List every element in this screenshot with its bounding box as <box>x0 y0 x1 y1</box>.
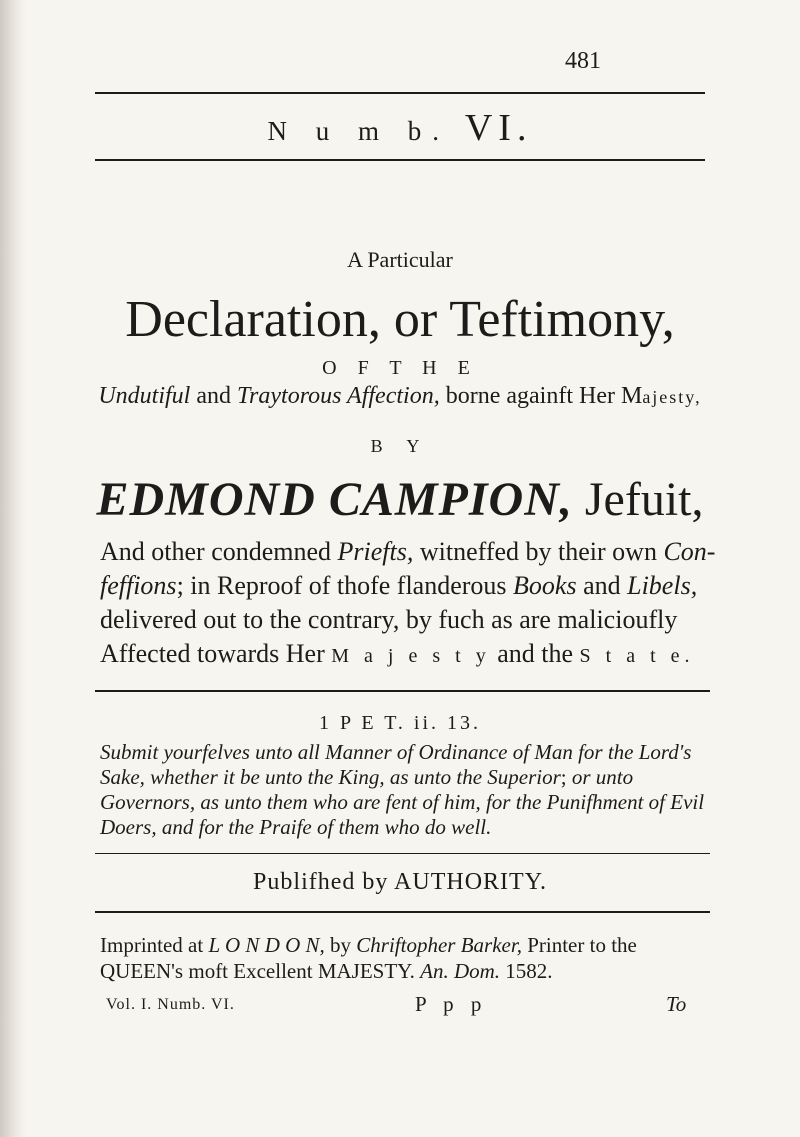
london-italic: L O N D O N, <box>208 933 325 957</box>
undutiful-line <box>0 383 800 410</box>
borne-against-text: borne againft Her <box>439 383 621 409</box>
by-line: B Y <box>370 436 430 456</box>
traytorous-italic: Traytorous Affection, <box>237 383 440 409</box>
scripture-separator: ; <box>560 765 572 789</box>
imprint-text <box>100 932 700 984</box>
footer-signature-mark: P p p <box>415 992 488 1016</box>
body-text-2: witneffed by their own <box>413 537 664 566</box>
imprint-text-1: Imprinted at <box>100 933 209 957</box>
body-text-4: and <box>576 571 628 600</box>
majesty-smallcaps: M a j e s t y <box>331 645 491 667</box>
imprint-year: 1582. <box>500 959 553 983</box>
top-rule <box>95 92 705 94</box>
author-name: EDMOND CAMPION, <box>96 473 573 526</box>
binding-gutter <box>0 0 26 1137</box>
undutiful-italic: Undutiful <box>98 383 191 409</box>
an-dom-italic: An. Dom. <box>420 959 501 983</box>
books-italic: Books <box>513 571 577 600</box>
number-heading <box>0 106 800 150</box>
author-title: Jefuit, <box>572 473 704 526</box>
scripture-part-2: or unto Governors, as unto them who are fent of him, for the Punifhment of Evil Doers, and for the Praife of them who do well. <box>100 765 705 839</box>
imprint-top-rule <box>95 911 710 913</box>
subtitle: A Particular <box>347 247 453 272</box>
body-text-5: delivered out to the contrary, by fuch as are malicioufly Affected towards Her <box>100 605 678 668</box>
majesty-initial: M <box>620 383 643 409</box>
confessions-italic: Con- feffions <box>100 537 716 600</box>
body-paragraph <box>100 535 720 673</box>
numb-label: N u m b. <box>267 116 451 146</box>
imprint-text-3: Printer to the QUEEN's moft Excellent MAJESTY. <box>100 933 637 983</box>
page-title: Declaration, or Teftimony, <box>125 291 675 348</box>
body-text-6: and the <box>490 639 580 668</box>
footer-volume: Vol. I. Numb. VI. <box>106 996 235 1013</box>
state-smallcaps: S t a t e. <box>579 645 695 667</box>
scripture-top-rule <box>95 690 710 692</box>
body-text-3: ; in Reproof of thofe flanderous <box>176 571 514 600</box>
libels-italic: Libels, <box>627 571 698 600</box>
scripture-reference: 1 P E T. ii. 13. <box>318 712 482 734</box>
scripture-quote <box>100 740 710 840</box>
priests-italic: Priefts, <box>337 537 414 566</box>
imprint-text-2: by <box>324 933 357 957</box>
author-line <box>0 472 800 527</box>
page-number: 481 <box>565 48 601 74</box>
printer-italic: Chriftopher Barker, <box>356 933 522 957</box>
body-text-1: And other condemned <box>100 537 338 566</box>
footer-catchword: To <box>666 992 687 1016</box>
publisher-line: Publifhed by AUTHORITY. <box>253 869 547 895</box>
of-the-line: O F T H E <box>322 357 478 379</box>
heading-rule <box>95 159 705 161</box>
and-word: and <box>190 383 238 409</box>
scripture-part-1: Submit yourfelves unto all Manner of Ordinance of Man for the Lord's Sake, whether it be unto the King, as unto the Superior <box>100 740 692 789</box>
numb-numeral: VI. <box>464 107 533 149</box>
majesty-rest: ajesty, <box>642 387 702 407</box>
publisher-top-rule <box>95 853 710 854</box>
